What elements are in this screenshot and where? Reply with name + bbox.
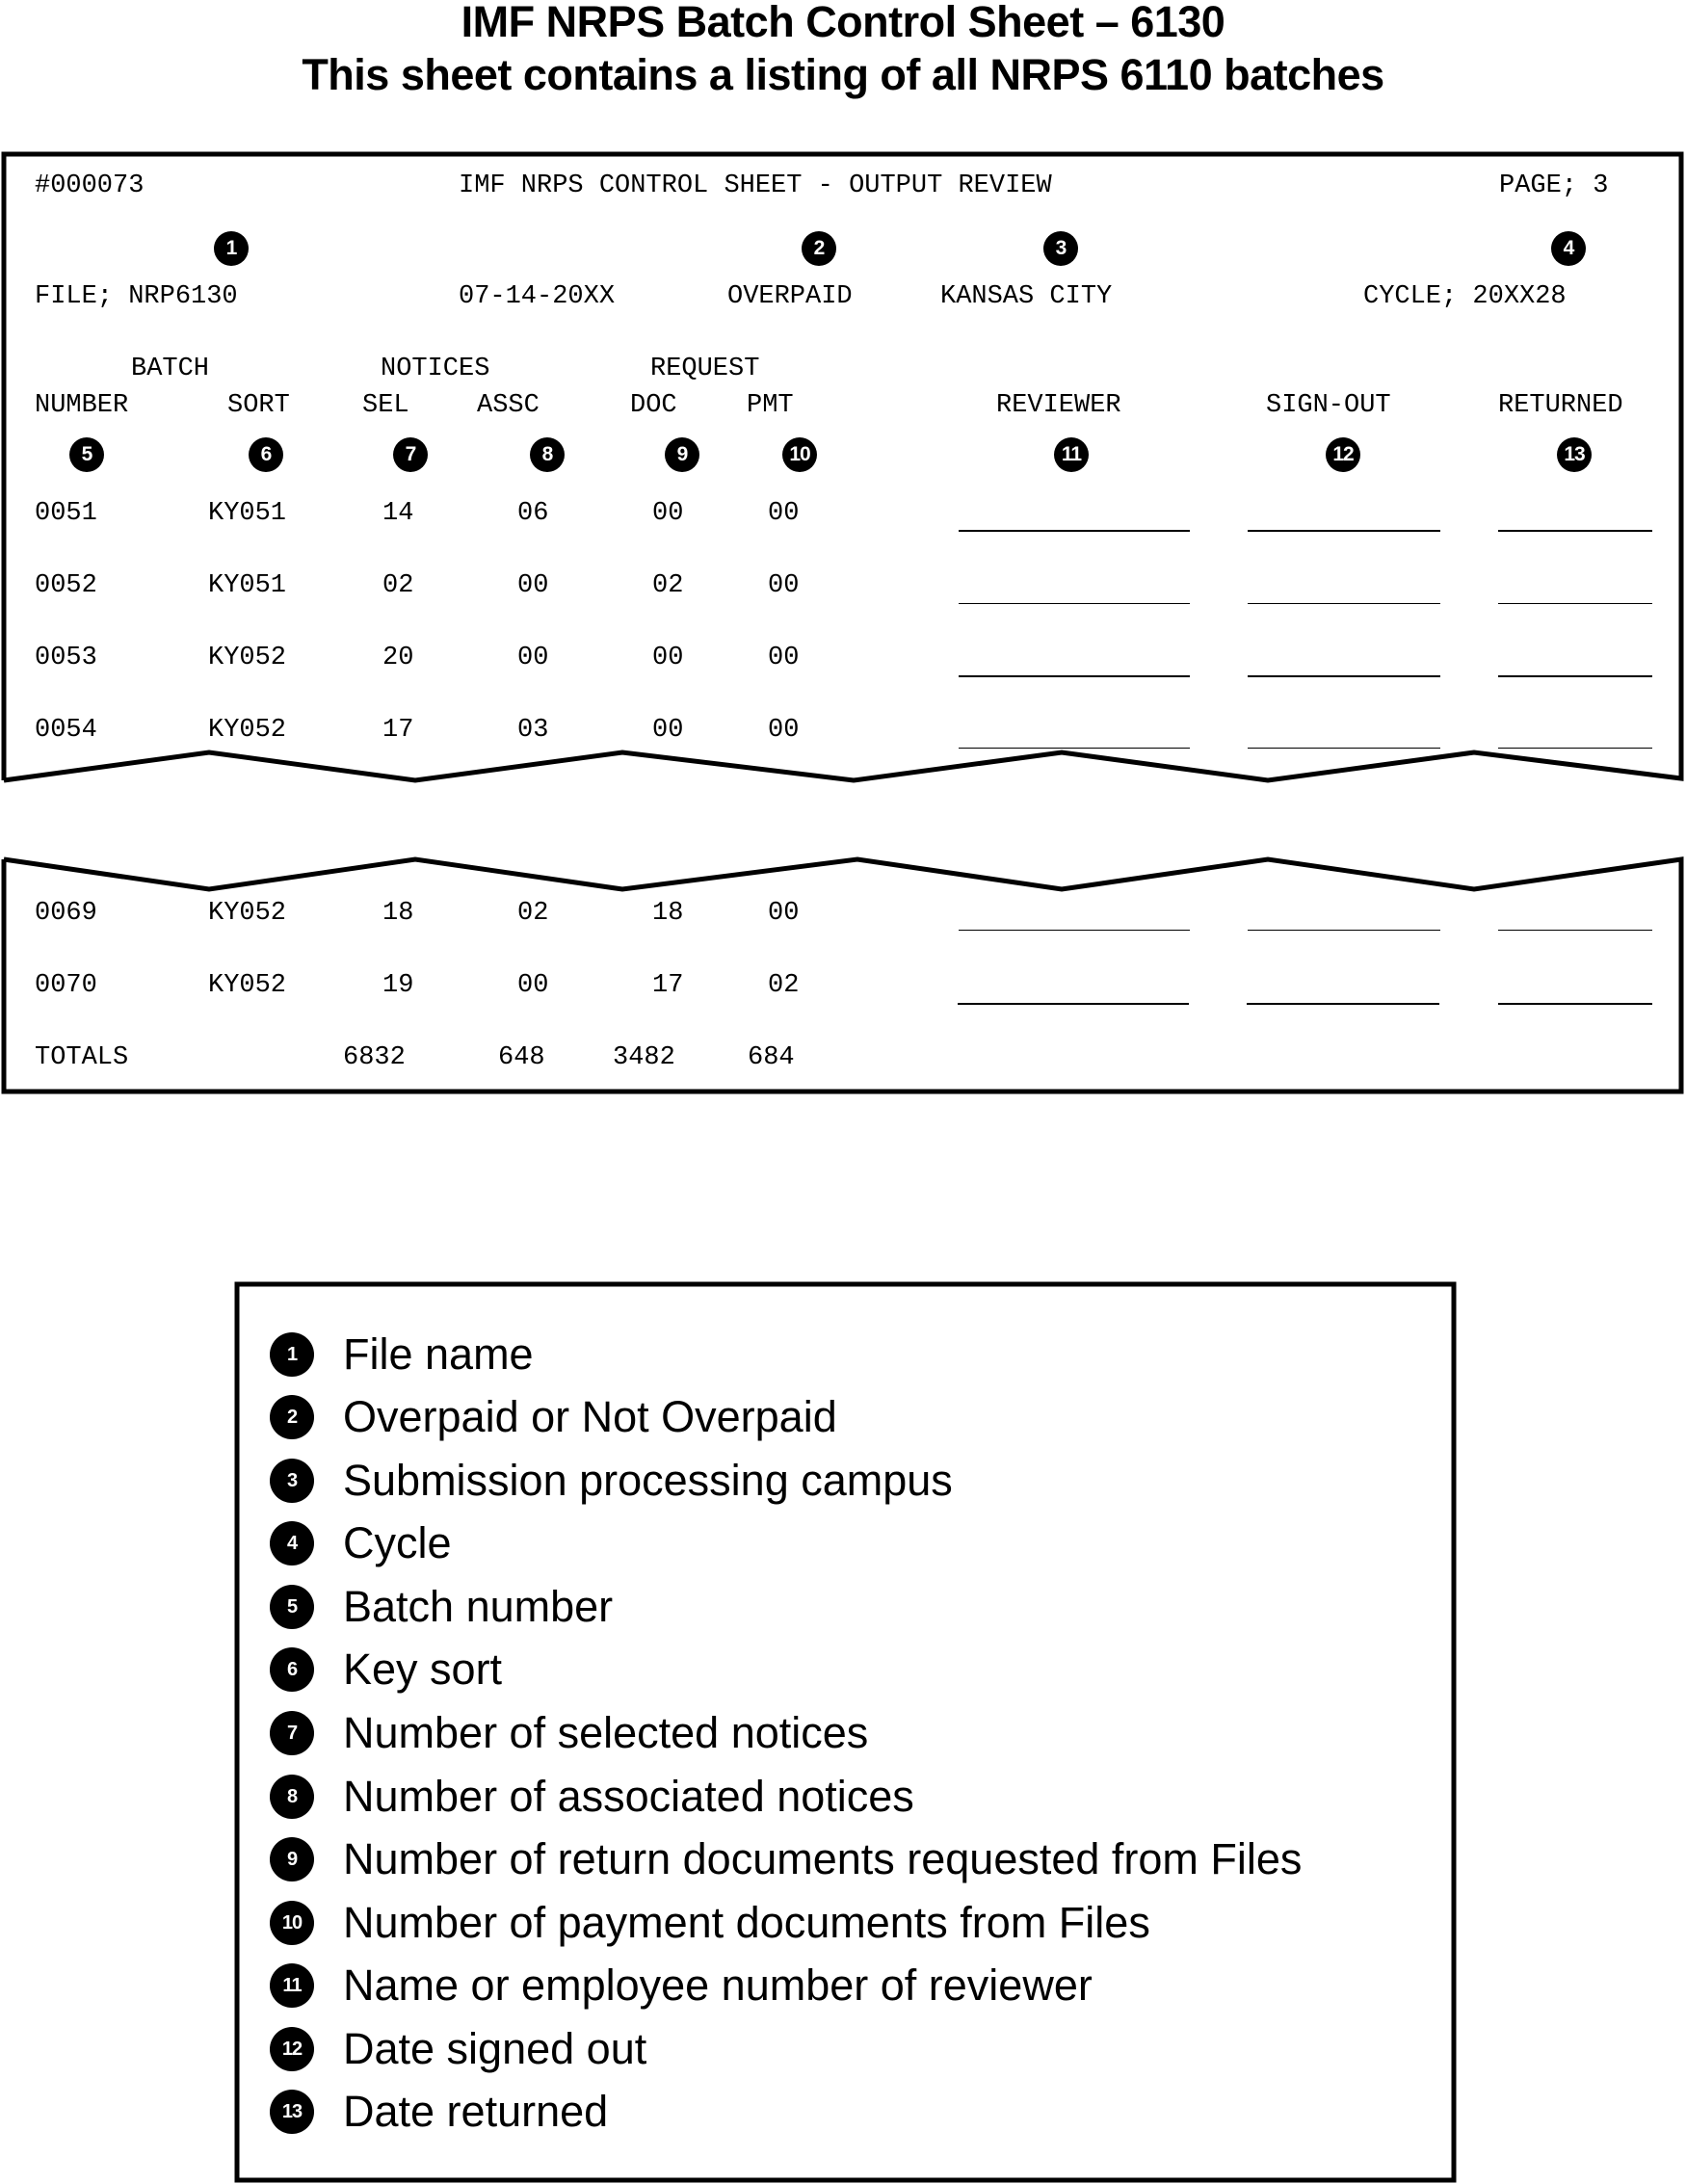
cell-sel: 14 xyxy=(382,499,414,528)
column-header-doc: DOC xyxy=(630,391,677,420)
legend-text: Number of payment documents from Files xyxy=(343,1898,1150,1947)
cell-doc: 17 xyxy=(652,971,684,1000)
legend-text: Date returned xyxy=(343,2087,609,2136)
page-title: IMF NRPS Batch Control Sheet – 6130 xyxy=(461,0,1225,46)
column-header-sel: SEL xyxy=(362,391,409,420)
reviewer-field[interactable] xyxy=(959,748,1190,749)
legend-text: Number of return documents requested from Files xyxy=(343,1834,1303,1883)
callout-5-icon: 5 xyxy=(69,437,104,472)
cell-pmt: 00 xyxy=(768,571,800,600)
returned-field[interactable] xyxy=(1498,603,1652,604)
legend-text: Number of associated notices xyxy=(343,1772,914,1821)
total-pmt: 684 xyxy=(748,1043,795,1072)
legend-item xyxy=(270,1709,868,1757)
cell-number: 0069 xyxy=(35,899,97,928)
totals-label: TOTALS xyxy=(35,1043,129,1072)
reviewer-field[interactable] xyxy=(959,675,1190,677)
legend-item xyxy=(270,1835,1302,1883)
cell-sort: KY052 xyxy=(208,899,287,928)
reviewer-field[interactable] xyxy=(959,930,1190,931)
cell-assc: 03 xyxy=(517,716,549,745)
page-subtitle: This sheet contains a listing of all NRPS 6110 batches xyxy=(302,50,1384,99)
cell-assc: 00 xyxy=(517,644,549,672)
legend-item xyxy=(270,2025,646,2073)
cell-pmt: 00 xyxy=(768,644,800,672)
cell-doc: 18 xyxy=(652,899,684,928)
legend-item xyxy=(270,1773,914,1821)
legend-text: Number of selected notices xyxy=(343,1708,869,1757)
cell-doc: 00 xyxy=(652,644,684,672)
reviewer-field[interactable] xyxy=(959,530,1190,532)
cell-sort: KY051 xyxy=(208,499,287,528)
cell-number: 0070 xyxy=(35,971,97,1000)
total-sel: 6832 xyxy=(343,1043,406,1072)
legend-text: File name xyxy=(343,1329,534,1379)
total-doc: 3482 xyxy=(613,1043,675,1072)
cell-sort: KY052 xyxy=(208,644,287,672)
callout-12-icon: 12 xyxy=(270,2027,314,2071)
legend-item xyxy=(270,1645,502,1694)
sign-out-field[interactable] xyxy=(1248,930,1440,931)
column-header-reviewer: REVIEWER xyxy=(996,391,1121,420)
callout-3-icon: 3 xyxy=(270,1459,314,1503)
callout-9-icon: 9 xyxy=(270,1837,314,1881)
callout-7-icon: 7 xyxy=(393,437,428,472)
group-header-request: REQUEST xyxy=(650,355,760,383)
cell-number: 0052 xyxy=(35,571,97,600)
callout-4-icon: 4 xyxy=(270,1521,314,1566)
callout-10-icon: 10 xyxy=(782,437,817,472)
callout-2-icon: 2 xyxy=(802,231,836,266)
sign-out-field[interactable] xyxy=(1248,675,1440,677)
cycle: CYCLE; 20XX28 xyxy=(1363,282,1567,311)
cell-sel: 02 xyxy=(382,571,414,600)
report-title: IMF NRPS CONTROL SHEET - OUTPUT REVIEW xyxy=(459,171,1052,200)
cell-pmt: 00 xyxy=(768,716,800,745)
callout-1-icon: 1 xyxy=(214,231,249,266)
reviewer-field[interactable] xyxy=(958,1003,1189,1005)
legend-item xyxy=(270,1961,1093,2010)
legend-item xyxy=(270,1393,837,1441)
legend-item xyxy=(270,1899,1150,1947)
cell-number: 0054 xyxy=(35,716,97,745)
cell-doc: 00 xyxy=(652,499,684,528)
column-header-number: NUMBER xyxy=(35,391,129,420)
callout-10-icon: 10 xyxy=(270,1901,314,1945)
legend-text: Cycle xyxy=(343,1518,452,1567)
callout-11-icon: 11 xyxy=(270,1963,314,2008)
cell-sort: KY052 xyxy=(208,971,287,1000)
legend-text: Name or employee number of reviewer xyxy=(343,1960,1093,2010)
callout-12-icon: 12 xyxy=(1326,437,1360,472)
callout-6-icon: 6 xyxy=(249,437,283,472)
cell-doc: 02 xyxy=(652,571,684,600)
overpaid-status: OVERPAID xyxy=(727,282,853,311)
cell-assc: 02 xyxy=(517,899,549,928)
sign-out-field[interactable] xyxy=(1248,530,1440,532)
returned-field[interactable] xyxy=(1498,1003,1652,1005)
returned-field[interactable] xyxy=(1498,530,1652,532)
cell-sel: 19 xyxy=(382,971,414,1000)
column-header-sort: SORT xyxy=(227,391,290,420)
group-header-batch: BATCH xyxy=(131,355,210,383)
legend-item xyxy=(270,1519,452,1567)
cell-sel: 18 xyxy=(382,899,414,928)
cell-pmt: 02 xyxy=(768,971,800,1000)
callout-13-icon: 13 xyxy=(270,2090,314,2134)
callout-13-icon: 13 xyxy=(1557,437,1592,472)
sign-out-field[interactable] xyxy=(1248,603,1440,604)
callout-8-icon: 8 xyxy=(530,437,565,472)
legend-item xyxy=(270,1457,953,1505)
file-name: FILE; NRP6130 xyxy=(35,282,238,311)
cell-assc: 00 xyxy=(517,971,549,1000)
callout-7-icon: 7 xyxy=(270,1711,314,1755)
legend-item xyxy=(270,2088,608,2136)
callout-4-icon: 4 xyxy=(1551,231,1586,266)
sheet-id: #000073 xyxy=(35,171,145,200)
cell-number: 0053 xyxy=(35,644,97,672)
returned-field[interactable] xyxy=(1498,930,1652,931)
callout-1-icon: 1 xyxy=(270,1332,314,1377)
column-header-returned: RETURNED xyxy=(1498,391,1623,420)
callout-6-icon: 6 xyxy=(270,1647,314,1692)
callout-5-icon: 5 xyxy=(270,1585,314,1629)
cell-sort: KY052 xyxy=(208,716,287,745)
callout-2-icon: 2 xyxy=(270,1395,314,1439)
legend-text: Batch number xyxy=(343,1582,614,1631)
callout-9-icon: 9 xyxy=(665,437,699,472)
cell-sel: 20 xyxy=(382,644,414,672)
legend-text: Key sort xyxy=(343,1645,503,1694)
cell-pmt: 00 xyxy=(768,899,800,928)
cell-sel: 17 xyxy=(382,716,414,745)
sign-out-field[interactable] xyxy=(1248,748,1440,749)
sign-out-field[interactable] xyxy=(1247,1003,1439,1005)
cell-sort: KY051 xyxy=(208,571,287,600)
cell-assc: 00 xyxy=(517,571,549,600)
cell-number: 0051 xyxy=(35,499,97,528)
legend-text: Date signed out xyxy=(343,2024,647,2073)
total-assc: 648 xyxy=(498,1043,545,1072)
callout-3-icon: 3 xyxy=(1043,231,1078,266)
page-number: PAGE; 3 xyxy=(1499,171,1609,200)
callout-11-icon: 11 xyxy=(1054,437,1089,472)
cell-assc: 06 xyxy=(517,499,549,528)
column-header-assc: ASSC xyxy=(477,391,540,420)
report-date: 07-14-20XX xyxy=(459,282,616,311)
group-header-notices: NOTICES xyxy=(381,355,490,383)
column-header-sign-out: SIGN-OUT xyxy=(1266,391,1391,420)
legend-text: Overpaid or Not Overpaid xyxy=(343,1392,837,1441)
cell-doc: 00 xyxy=(652,716,684,745)
cell-pmt: 00 xyxy=(768,499,800,528)
legend-item xyxy=(270,1583,613,1631)
campus-name: KANSAS CITY xyxy=(940,282,1113,311)
legend-text: Submission processing campus xyxy=(343,1456,953,1505)
returned-field[interactable] xyxy=(1498,675,1652,677)
returned-field[interactable] xyxy=(1498,748,1652,749)
reviewer-field[interactable] xyxy=(959,603,1190,604)
callout-8-icon: 8 xyxy=(270,1775,314,1819)
legend-item xyxy=(270,1330,534,1379)
column-header-pmt: PMT xyxy=(747,391,794,420)
